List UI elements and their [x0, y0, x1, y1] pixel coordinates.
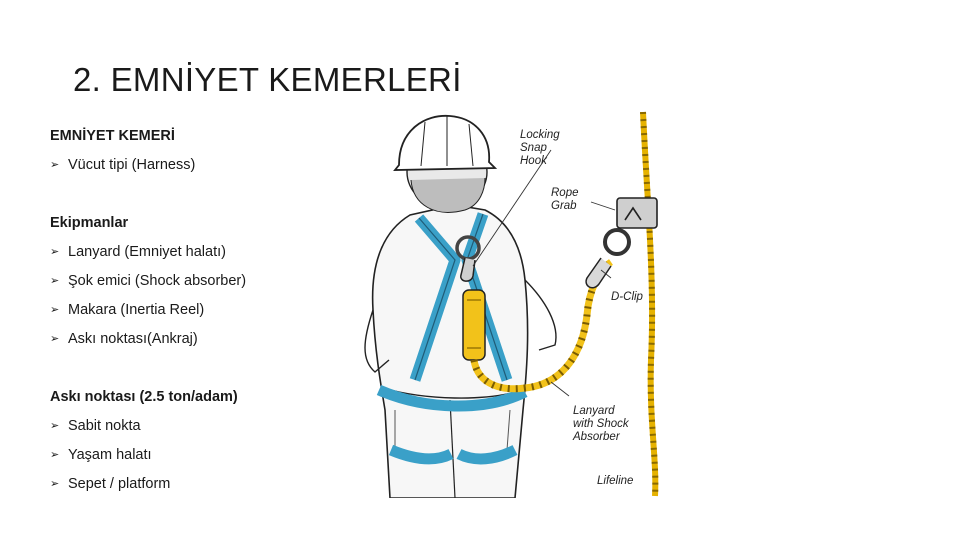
label-rope-grab-line2: Grab	[551, 200, 577, 212]
arrow-bullet-icon: ➢	[50, 304, 60, 316]
label-rope-grab-line1: Rope	[551, 187, 579, 199]
d-clip-icon	[605, 230, 629, 254]
arrow-bullet-icon: ➢	[50, 478, 60, 490]
harness-illustration	[355, 110, 675, 498]
harness-diagram	[355, 110, 675, 498]
section-heading-anchor: Askı noktası (2.5 ton/adam)	[50, 389, 238, 405]
arrow-bullet-icon: ➢	[50, 449, 60, 461]
label-lifeline: Lifeline	[597, 475, 634, 487]
section-heading-equipment: Ekipmanlar	[50, 215, 129, 231]
list-item: ➢ Askı noktası(Ankraj)	[50, 328, 350, 357]
arrow-bullet-icon: ➢	[50, 159, 60, 171]
arrow-bullet-icon: ➢	[50, 333, 60, 345]
label-lanyard-line3: Absorber	[573, 431, 620, 443]
list-item: ➢ Vücut tipi (Harness)	[50, 154, 350, 183]
label-snap-hook-line1: Locking	[520, 129, 560, 141]
list-item: ➢ Lanyard (Emniyet halatı)	[50, 241, 350, 270]
label-snap-hook-line3: Hook	[520, 155, 547, 167]
list-item: ➢ Sabit nokta	[50, 415, 350, 444]
slide-title: 2. EMNİYET KEMERLERİ	[73, 61, 462, 98]
arrow-bullet-icon: ➢	[50, 420, 60, 432]
label-lanyard-line2: with Shock	[573, 418, 629, 430]
label-snap-hook-line2: Snap	[520, 142, 547, 154]
hard-hat-icon	[395, 116, 495, 170]
list-item: ➢ Sepet / platform	[50, 473, 350, 502]
section-heading-harness: EMNİYET KEMERİ	[50, 128, 175, 144]
label-lanyard-line1: Lanyard	[573, 405, 615, 417]
list-item: ➢ Makara (Inertia Reel)	[50, 299, 350, 328]
bullet-content	[50, 125, 350, 502]
arrow-bullet-icon: ➢	[50, 246, 60, 258]
list-item: ➢ Yaşam halatı	[50, 444, 350, 473]
list-item: ➢ Şok emici (Shock absorber)	[50, 270, 350, 299]
arrow-bullet-icon: ➢	[50, 275, 60, 287]
label-d-clip: D-Clip	[611, 291, 643, 303]
